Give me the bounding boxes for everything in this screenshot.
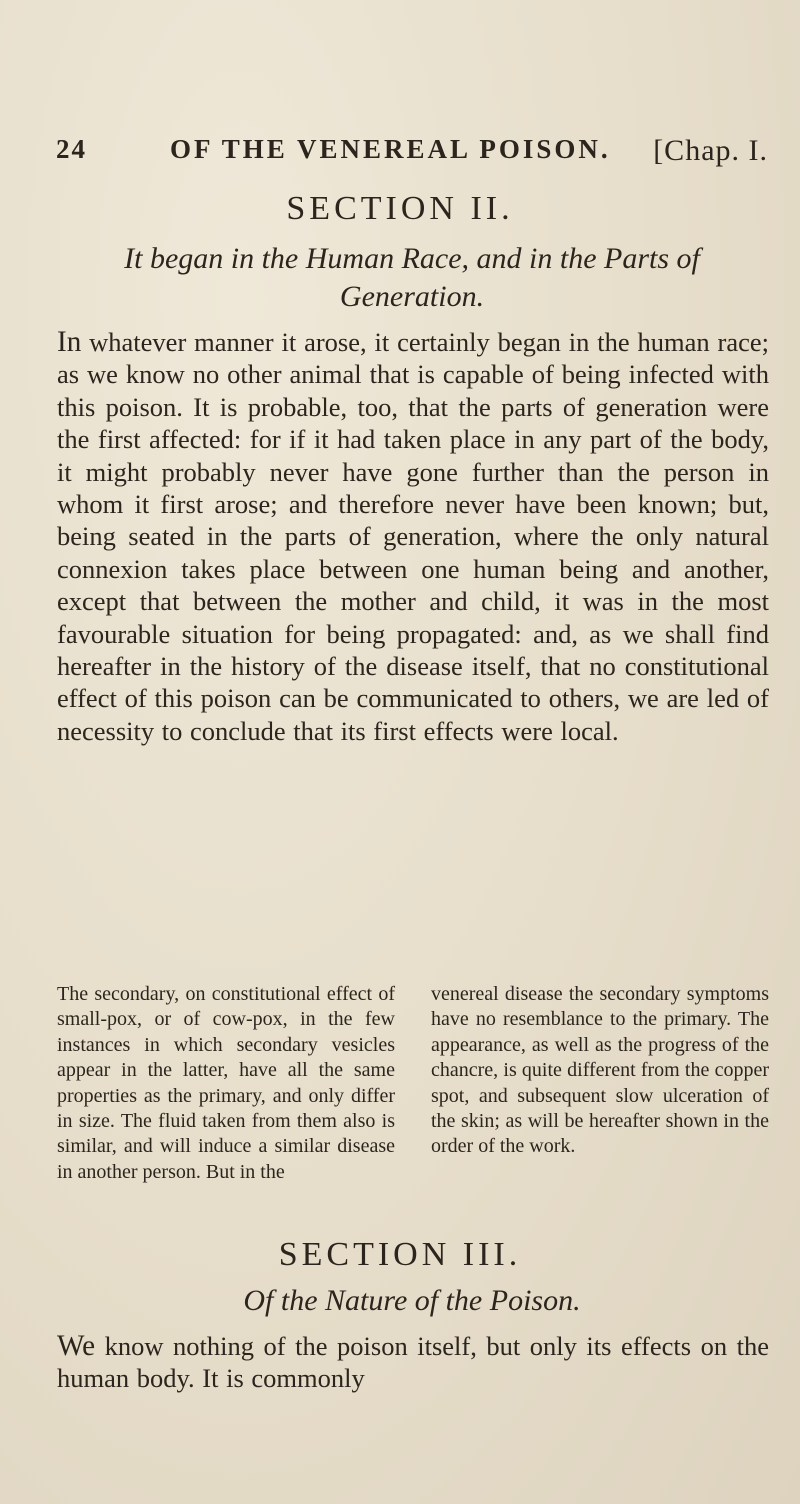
section-3-paragraph — [57, 1330, 769, 1395]
drop-word: In — [57, 326, 82, 358]
chapter-label: [Chap. I. — [653, 134, 768, 167]
section-3-paragraph-text: know nothing of the poison itself, but only its effects on the human body. It is commonly — [57, 1331, 769, 1394]
footnote-left-column: The secondary, on constitutional effect of small-pox, or of cow-pox, in the few instances in which secondary vesicles appear in the latter, have all the same properties as the primary, and only differ in size. The fluid taken from them also is similar, and will induce a similar disease in another person. But in the — [57, 983, 395, 1183]
section-2-subtitle-line-1: It began in the Human Race, and in the Parts of — [124, 242, 700, 275]
section-3-subtitle: Of the Nature of the Poison. — [243, 1284, 581, 1317]
footnote-right-column: venereal disease the secondary symptoms have no resemblance to the primary. The appearance, as well as the progress of the chancre, is quite different from the copper spot, and subsequent slow ulceration of the skin; as will be hereafter shown in the order of the work. — [431, 983, 769, 1158]
drop-word: We — [57, 1330, 96, 1362]
section-2-title: SECTION II. — [286, 190, 514, 227]
page-number: 24 — [56, 134, 87, 164]
section-2-subtitle-line-2: Generation. — [339, 280, 485, 313]
section-3-title: SECTION III. — [278, 1236, 522, 1273]
running-title: OF THE VENEREAL POISON. — [170, 134, 611, 164]
section-2-paragraph-text: whatever manner it arose, it certainly began in the human race; as we know no other animal that is capable of being infected with this poison. It is probable, too, that the parts of generation were the first affected: for if it had taken place in any part of the body, it might probably never have gone further than the person in whom it first arose; and therefore never have been known; but, being seated in the parts of generation, where the only natural connexion takes place between one human being and another, except that between the mother and child, it was in the most favourable situation for being propagated: and, as we shall find hereafter in the history of the disease itself, that no constitutional effect of this poison can be communicated to others, we are led of necessity to conclude that its first effects were local. — [57, 327, 769, 746]
footnote-columns — [57, 982, 769, 1232]
section-2-paragraph — [57, 326, 769, 747]
section-2-subtitle — [56, 240, 768, 316]
